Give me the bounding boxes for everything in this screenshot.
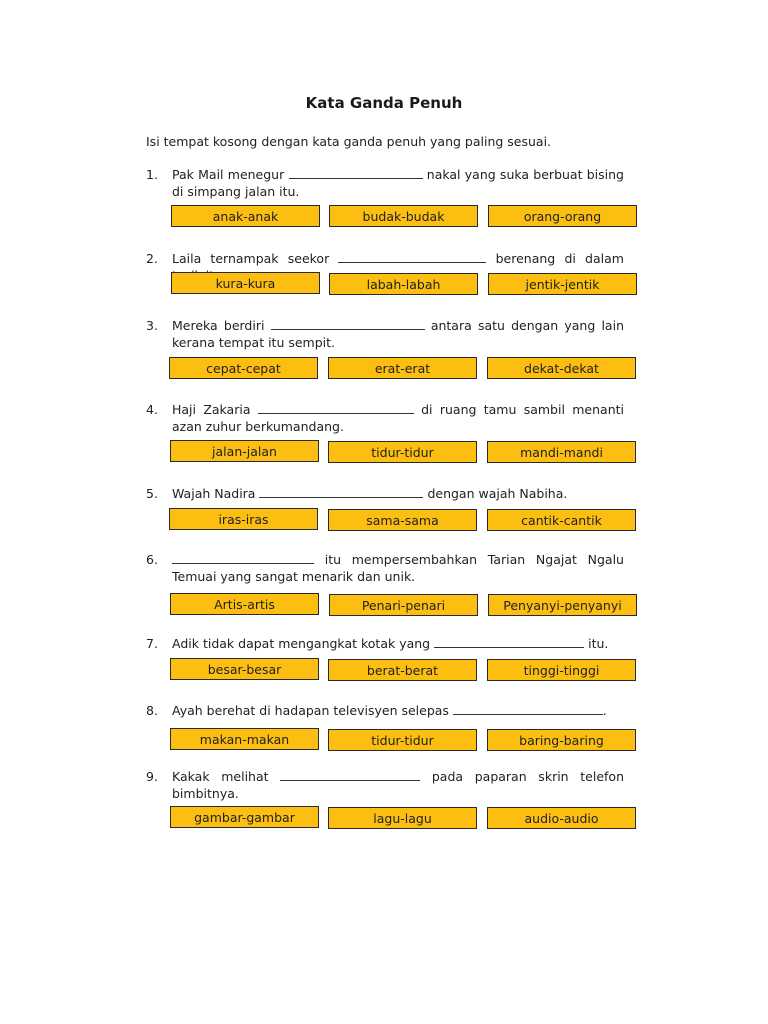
option-button[interactable]: makan-makan [170,728,319,750]
option-button[interactable]: lagu-lagu [328,807,477,829]
option-button[interactable]: anak-anak [171,205,320,227]
question-text-after: berenang di dalam [495,251,624,266]
question-4 [146,401,624,435]
answer-blank[interactable] [280,768,420,781]
instruction-text: Isi tempat kosong dengan kata ganda penuh yang paling sesuai. [146,134,552,149]
question-8 [146,702,624,719]
question-number: 6. [146,552,158,567]
option-button[interactable]: cantik-cantik [487,509,636,531]
answer-blank[interactable] [271,317,425,330]
question-text-before: Wajah Nadira [172,486,256,501]
option-button[interactable]: cepat-cepat [169,357,318,379]
question-number: 7. [146,636,158,651]
answer-blank[interactable] [172,551,314,564]
question-text-after: antara satu dengan yang lain kerana tempat itu sempit. [172,318,624,350]
answer-blank[interactable] [434,635,584,648]
question-text-before: Adik tidak dapat mengangkat kotak yang [172,636,431,651]
question-text-before: Haji Zakaria [172,402,251,417]
question-text-after: di ruang tamu sambil menanti azan zuhur berkumandang. [172,402,624,434]
question-text-after: itu mempersembahkan Tarian Ngajat Ngalu Temuai yang sangat menarik dan unik. [172,552,624,584]
question-text-after: nakal yang suka berbuat bising di simpang jalan itu. [172,167,624,199]
question-text-before: Kakak melihat [172,769,269,784]
question-3 [146,317,624,351]
question-9 [146,768,624,802]
question-number: 4. [146,402,158,417]
question-text-after: itu. [588,636,609,651]
question-number: 1. [146,167,158,182]
option-button[interactable]: erat-erat [328,357,477,379]
question-text-before: Ayah berehat di hadapan televisyen selepas [172,703,449,718]
option-button[interactable]: audio-audio [487,807,636,829]
option-button[interactable]: baring-baring [487,729,636,751]
option-button[interactable]: jalan-jalan [170,440,319,462]
question-number: 8. [146,703,158,718]
option-button[interactable]: Penari-penari [329,594,478,616]
question-number: 3. [146,318,158,333]
option-button[interactable]: mandi-mandi [487,441,636,463]
question-number: 2. [146,251,158,266]
option-button[interactable]: tidur-tidur [328,729,477,751]
question-number: 9. [146,769,158,784]
question-text-before: Mereka berdiri [172,318,265,333]
worksheet-title: Kata Ganda Penuh [305,94,463,112]
answer-blank[interactable] [289,166,423,179]
option-button[interactable]: besar-besar [170,658,319,680]
option-button[interactable]: Artis-artis [170,593,319,615]
question-text-after: dengan wajah Nabiha. [427,486,568,501]
option-button[interactable]: berat-berat [328,659,477,681]
question-5 [146,485,624,502]
option-button[interactable]: jentik-jentik [488,273,637,295]
question-7 [146,635,624,652]
answer-blank[interactable] [453,702,603,715]
question-number: 5. [146,486,158,501]
option-button[interactable]: orang-orang [488,205,637,227]
option-button[interactable]: tinggi-tinggi [487,659,636,681]
question-6 [146,551,624,585]
option-button[interactable]: budak-budak [329,205,478,227]
option-button[interactable]: kura-kura [171,272,320,294]
answer-blank[interactable] [259,485,423,498]
option-button[interactable]: labah-labah [329,273,478,295]
option-button[interactable]: iras-iras [169,508,318,530]
question-text-after: . [602,703,607,718]
question-text-before: Laila ternampak seekor [172,251,330,266]
answer-blank[interactable] [258,401,414,414]
option-button[interactable]: Penyanyi-penyanyi [488,594,637,616]
question-1 [146,166,624,200]
question-text-after: pada paparan skrin telefon bimbitnya. [172,769,624,801]
option-button[interactable]: tidur-tidur [328,441,477,463]
answer-blank[interactable] [338,250,486,263]
question-text-before: Pak Mail menegur [172,167,285,182]
option-button[interactable]: gambar-gambar [170,806,319,828]
option-button[interactable]: dekat-dekat [487,357,636,379]
option-button[interactable]: sama-sama [328,509,477,531]
